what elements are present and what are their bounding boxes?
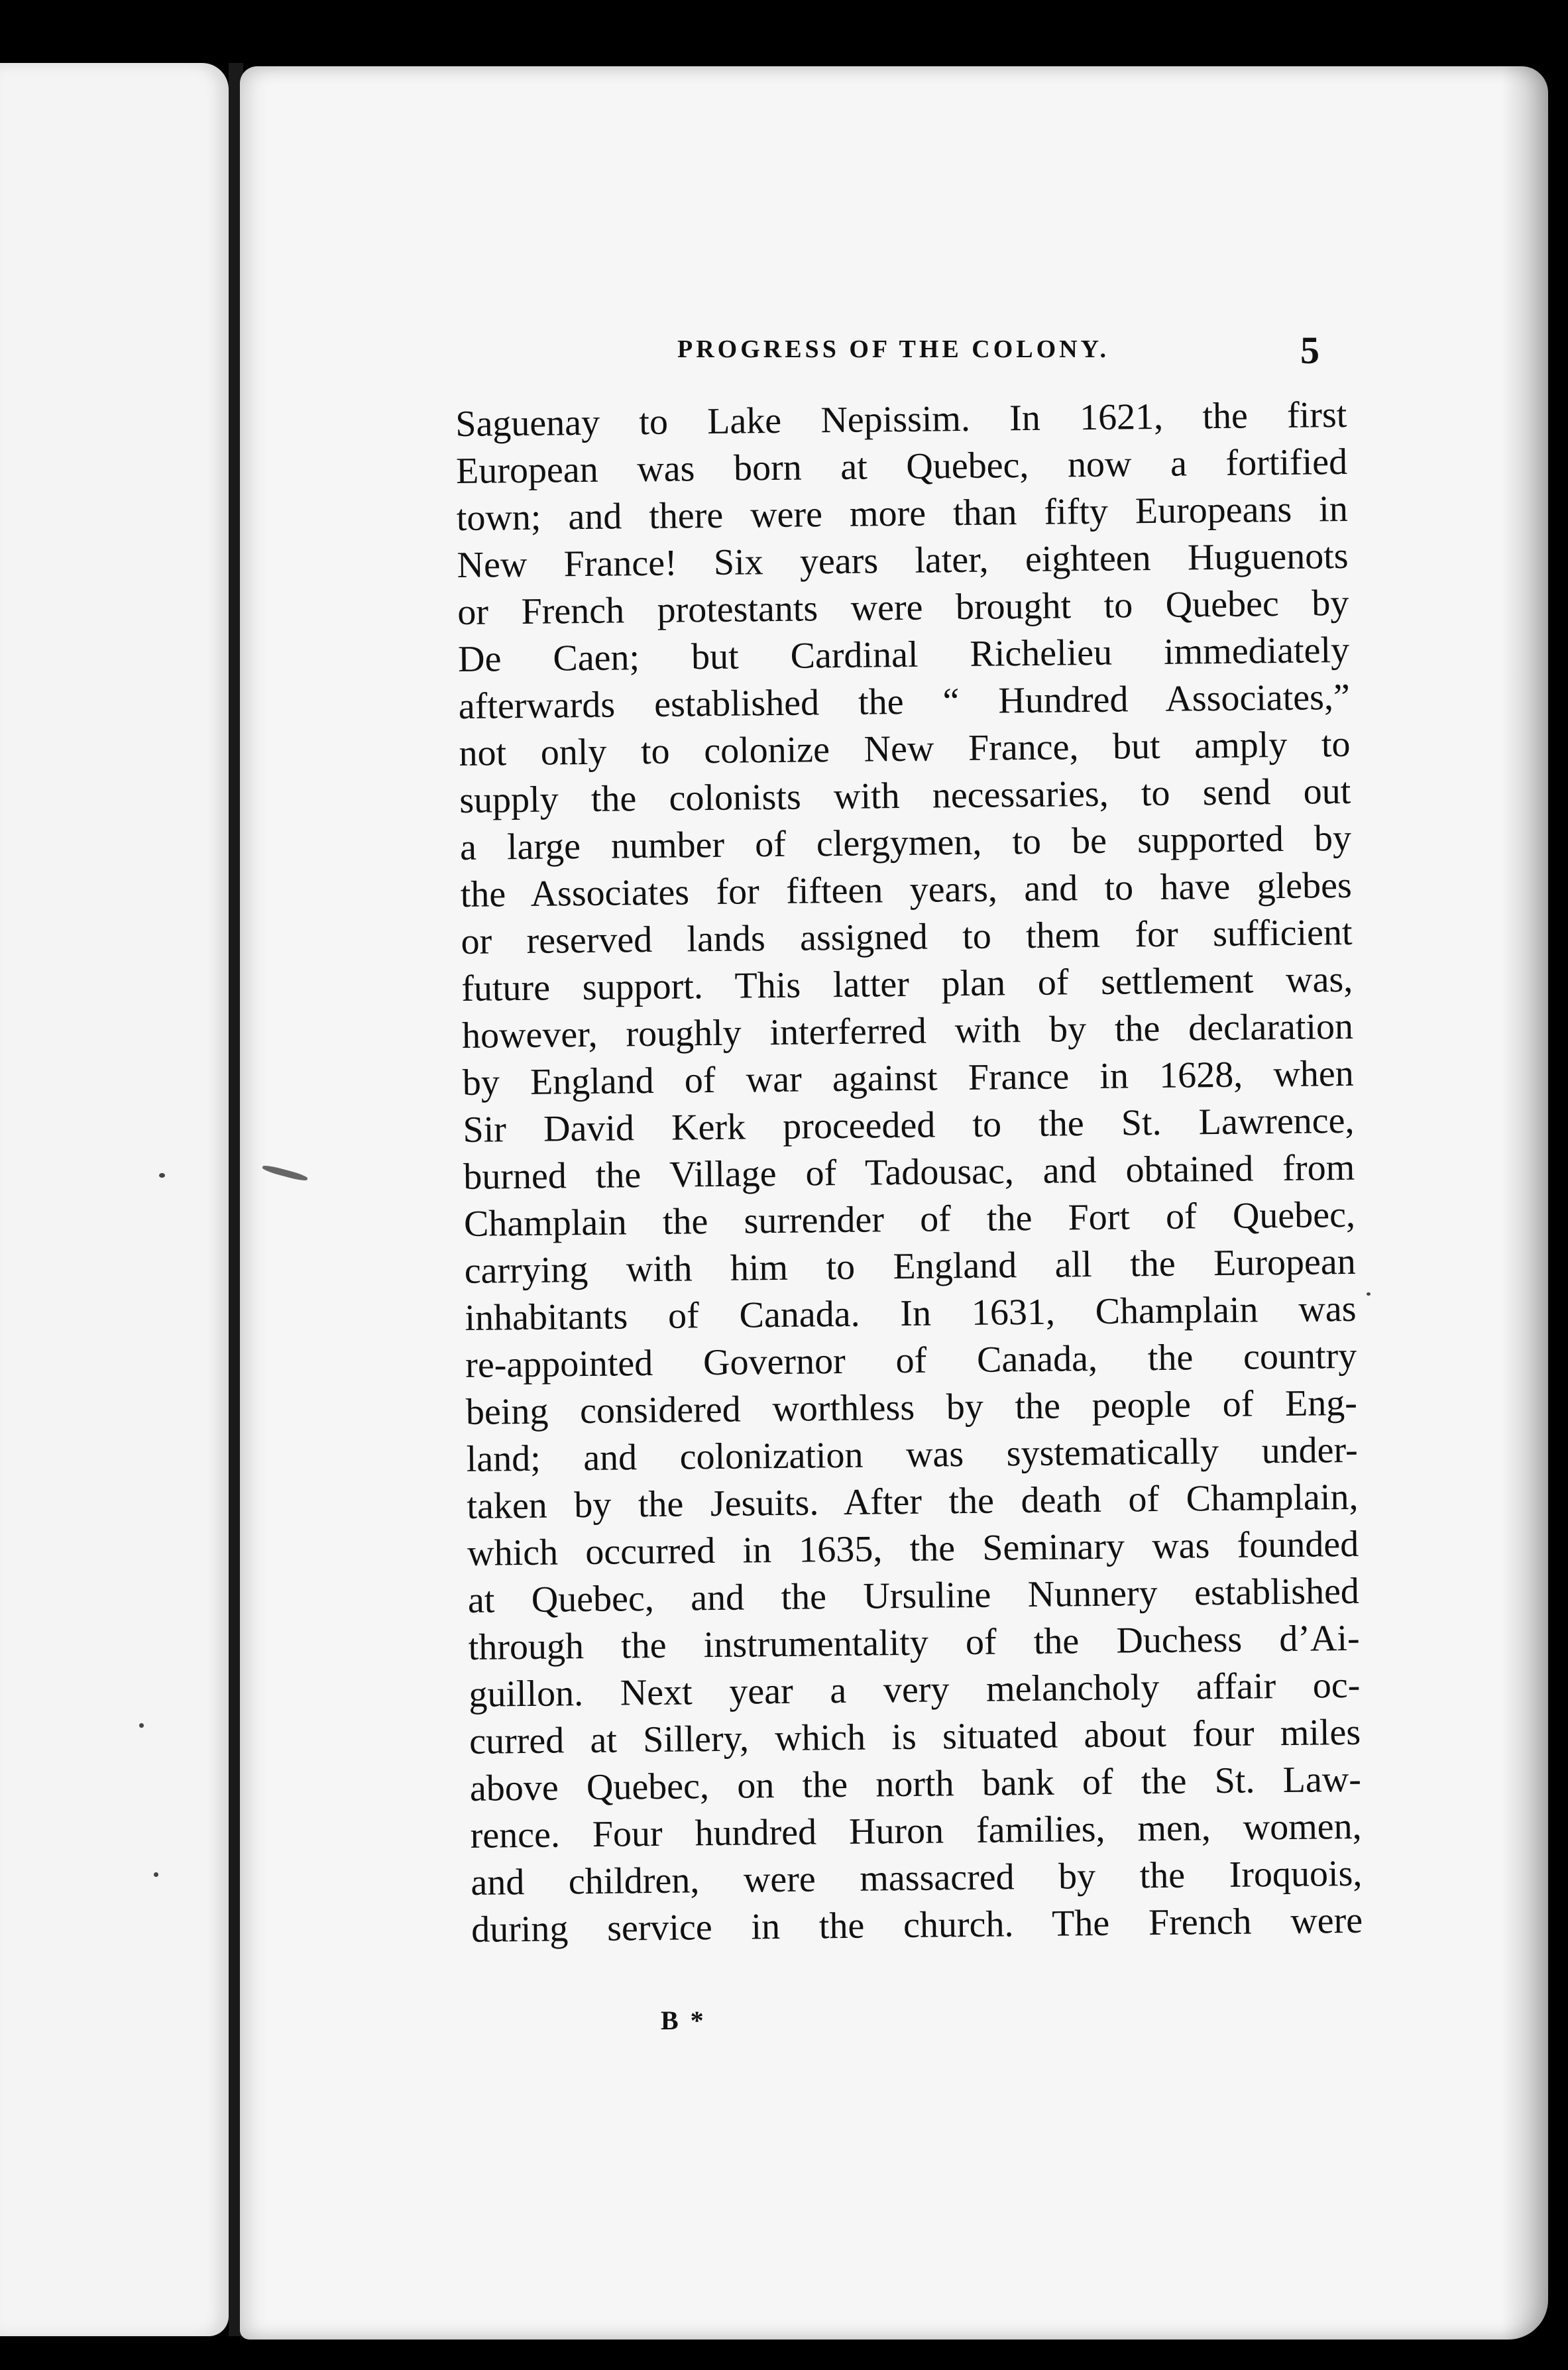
text-line: Saguenay to Lake Nepissim. In 1621, the first bbox=[455, 394, 1347, 445]
text-line: Champlain the surrender of the Fort of Quebec, bbox=[463, 1194, 1356, 1245]
text-line: land; and colonization was systematically under- bbox=[466, 1429, 1358, 1480]
text-line: being considered worthless by the people of Eng- bbox=[465, 1382, 1358, 1433]
text-line: European was born at Quebec, now a fortified bbox=[455, 441, 1348, 492]
text-line: rence. Four hundred Huron families, men, women, bbox=[470, 1805, 1362, 1856]
text-line: a large number of clergymen, to be supported by bbox=[459, 817, 1352, 868]
text-line: or French protestants were brought to Quebec by bbox=[457, 582, 1349, 633]
left-page-edge bbox=[0, 63, 229, 2336]
text-line: the Associates for fifteen years, and to have glebes bbox=[460, 864, 1353, 915]
text-line: guillon. Next year a very melancholy affair oc- bbox=[469, 1664, 1361, 1715]
scan-speck bbox=[154, 1872, 158, 1877]
text-line: which occurred in 1635, the Seminary was founded bbox=[467, 1523, 1359, 1574]
text-line: town; and there were more than fifty Europeans in bbox=[456, 488, 1349, 539]
text-line: not only to colonize New France, but amply to bbox=[459, 723, 1351, 774]
text-line: De Caen; but Cardinal Richelieu immediately bbox=[457, 629, 1350, 680]
text-line: inhabitants of Canada. In 1631, Champlain was bbox=[465, 1288, 1357, 1339]
text-line: or reserved lands assigned to them for sufficient bbox=[461, 911, 1353, 962]
book-page bbox=[240, 66, 1548, 2340]
running-title: PROGRESS OF THE COLONY. bbox=[677, 335, 1110, 363]
text-line: future support. This latter plan of settlement was, bbox=[461, 958, 1353, 1009]
text-line: curred at Sillery, which is situated about four miles bbox=[469, 1711, 1361, 1762]
text-line: Sir David Kerk proceeded to the St. Lawrence, bbox=[463, 1100, 1355, 1151]
text-line: through the instrumentality of the Duchess d’Ai- bbox=[468, 1617, 1360, 1668]
scan-speck bbox=[1367, 1292, 1371, 1296]
scan-speck bbox=[139, 1723, 144, 1728]
text-line: carrying with him to England all the European bbox=[464, 1241, 1357, 1292]
text-line: however, roughly interferred with by the declaration bbox=[461, 1005, 1354, 1056]
signature-mark: B * bbox=[661, 2005, 706, 2035]
text-line: afterwards established the “ Hundred Associates,” bbox=[458, 676, 1351, 727]
text-line: at Quebec, and the Ursuline Nunnery established bbox=[467, 1570, 1360, 1621]
running-head bbox=[240, 329, 1548, 388]
text-line: and children, were massacred by the Iroquois, bbox=[471, 1852, 1363, 1903]
body-text bbox=[455, 392, 1363, 1954]
text-line: New France! Six years later, eighteen Huguenots bbox=[457, 535, 1349, 586]
text-line: supply the colonists with necessaries, to send out bbox=[459, 770, 1351, 821]
text-line: re-appointed Governor of Canada, the country bbox=[465, 1335, 1357, 1386]
text-line: during service in the church. The French were bbox=[471, 1899, 1363, 1950]
page-number: 5 bbox=[1300, 329, 1319, 372]
text-line: above Quebec, on the north bank of the St. Law- bbox=[469, 1758, 1362, 1809]
text-line: taken by the Jesuits. After the death of Champlain, bbox=[467, 1476, 1359, 1527]
page-edge-shadow bbox=[1502, 66, 1548, 2340]
text-line: by England of war against France in 1628, when bbox=[462, 1052, 1355, 1103]
text-line: burned the Village of Tadousac, and obtained from bbox=[463, 1147, 1355, 1198]
scan-speck bbox=[159, 1173, 165, 1178]
